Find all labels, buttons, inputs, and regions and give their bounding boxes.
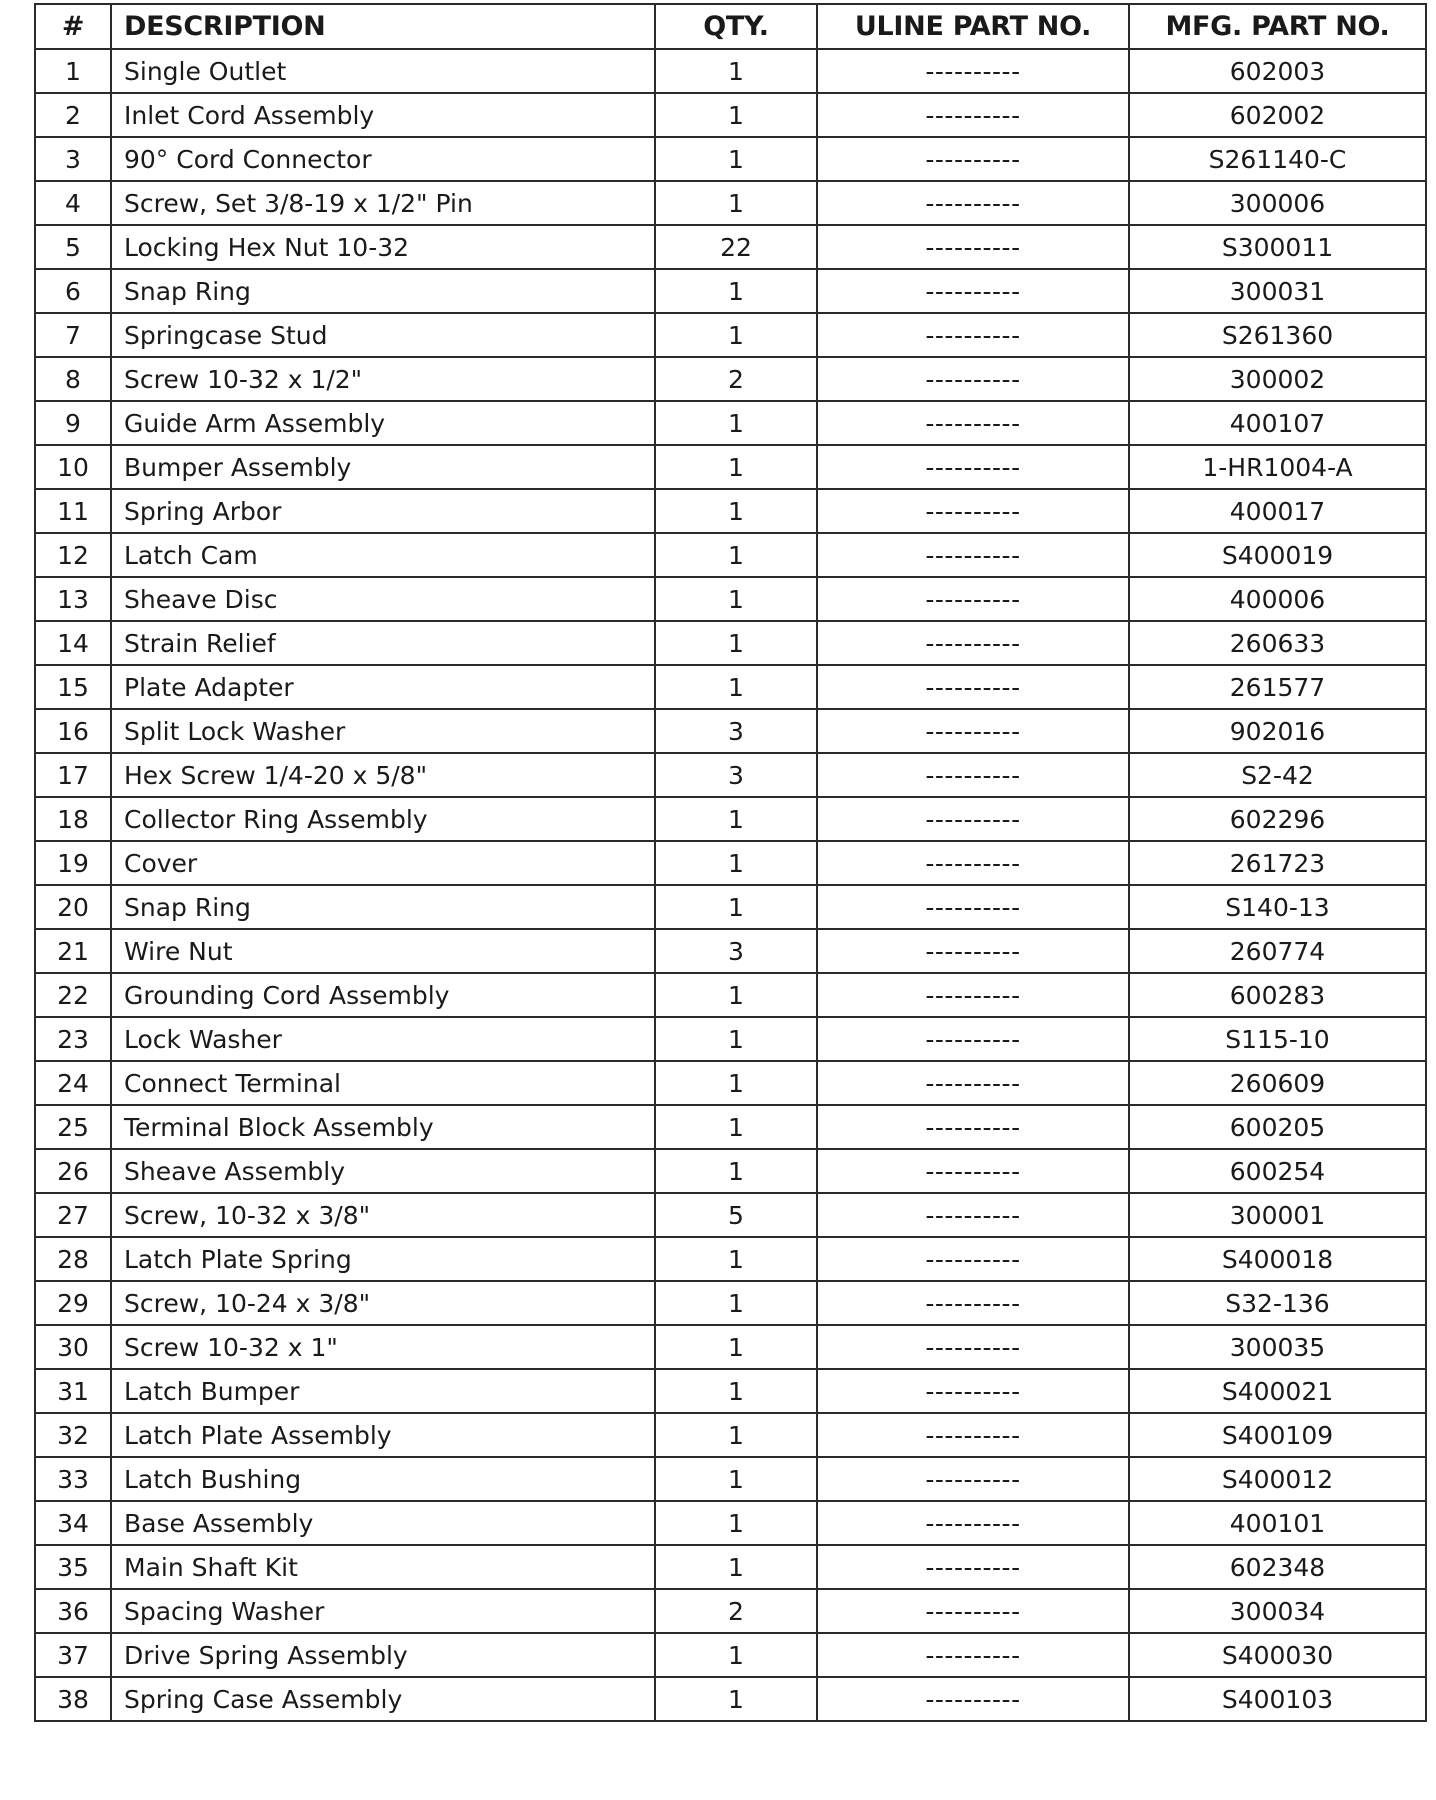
row-qty: 1 (655, 1149, 817, 1193)
row-description: Strain Relief (111, 621, 655, 665)
row-description: Collector Ring Assembly (111, 797, 655, 841)
row-uline-part: ---------- (817, 885, 1129, 929)
row-qty: 3 (655, 753, 817, 797)
row-number: 16 (35, 709, 111, 753)
row-uline-part: ---------- (817, 929, 1129, 973)
row-uline-part: ---------- (817, 1501, 1129, 1545)
row-mfg-part: S400109 (1129, 1413, 1426, 1457)
table-row (35, 841, 1426, 885)
row-number: 1 (35, 49, 111, 93)
row-uline-part: ---------- (817, 1193, 1129, 1237)
row-uline-part: ---------- (817, 401, 1129, 445)
row-qty: 1 (655, 49, 817, 93)
parts-table-body (35, 49, 1426, 1721)
table-row (35, 445, 1426, 489)
row-qty: 2 (655, 1589, 817, 1633)
row-description: Sheave Disc (111, 577, 655, 621)
row-uline-part: ---------- (817, 1281, 1129, 1325)
table-row (35, 1105, 1426, 1149)
row-number: 3 (35, 137, 111, 181)
row-qty: 1 (655, 1369, 817, 1413)
table-row (35, 1237, 1426, 1281)
row-qty: 1 (655, 1677, 817, 1721)
row-uline-part: ---------- (817, 1589, 1129, 1633)
row-description: Bumper Assembly (111, 445, 655, 489)
row-number: 6 (35, 269, 111, 313)
header-row (35, 4, 1426, 49)
row-description: Locking Hex Nut 10-32 (111, 225, 655, 269)
row-mfg-part: 602296 (1129, 797, 1426, 841)
row-number: 14 (35, 621, 111, 665)
row-mfg-part: 261577 (1129, 665, 1426, 709)
row-qty: 1 (655, 181, 817, 225)
row-qty: 3 (655, 709, 817, 753)
row-mfg-part: 400017 (1129, 489, 1426, 533)
row-qty: 1 (655, 269, 817, 313)
row-qty: 1 (655, 137, 817, 181)
row-description: Drive Spring Assembly (111, 1633, 655, 1677)
row-uline-part: ---------- (817, 621, 1129, 665)
row-uline-part: ---------- (817, 1413, 1129, 1457)
row-mfg-part: 602348 (1129, 1545, 1426, 1589)
row-number: 9 (35, 401, 111, 445)
row-description: Spring Case Assembly (111, 1677, 655, 1721)
row-mfg-part: 600283 (1129, 973, 1426, 1017)
row-mfg-part: S400021 (1129, 1369, 1426, 1413)
row-number: 2 (35, 93, 111, 137)
row-qty: 1 (655, 885, 817, 929)
table-row (35, 1281, 1426, 1325)
row-uline-part: ---------- (817, 137, 1129, 181)
row-number: 36 (35, 1589, 111, 1633)
row-mfg-part: 400006 (1129, 577, 1426, 621)
row-qty: 1 (655, 1633, 817, 1677)
table-row (35, 1589, 1426, 1633)
row-description: Grounding Cord Assembly (111, 973, 655, 1017)
row-mfg-part: S115-10 (1129, 1017, 1426, 1061)
row-mfg-part: 602002 (1129, 93, 1426, 137)
table-row (35, 1677, 1426, 1721)
row-qty: 1 (655, 533, 817, 577)
row-number: 25 (35, 1105, 111, 1149)
row-uline-part: ---------- (817, 1105, 1129, 1149)
row-number: 21 (35, 929, 111, 973)
table-row (35, 1369, 1426, 1413)
row-number: 22 (35, 973, 111, 1017)
table-row (35, 401, 1426, 445)
row-qty: 1 (655, 973, 817, 1017)
row-mfg-part: 400107 (1129, 401, 1426, 445)
row-number: 10 (35, 445, 111, 489)
row-uline-part: ---------- (817, 1149, 1129, 1193)
row-number: 19 (35, 841, 111, 885)
row-description: Springcase Stud (111, 313, 655, 357)
row-mfg-part: S32-136 (1129, 1281, 1426, 1325)
row-qty: 1 (655, 1413, 817, 1457)
row-mfg-part: 600205 (1129, 1105, 1426, 1149)
row-qty: 1 (655, 1325, 817, 1369)
row-uline-part: ---------- (817, 1545, 1129, 1589)
row-number: 20 (35, 885, 111, 929)
row-qty: 1 (655, 1105, 817, 1149)
row-uline-part: ---------- (817, 269, 1129, 313)
table-row (35, 93, 1426, 137)
row-uline-part: ---------- (817, 93, 1129, 137)
row-description: Spacing Washer (111, 1589, 655, 1633)
row-uline-part: ---------- (817, 49, 1129, 93)
table-row (35, 621, 1426, 665)
row-mfg-part: 260633 (1129, 621, 1426, 665)
row-mfg-part: S2-42 (1129, 753, 1426, 797)
row-qty: 1 (655, 313, 817, 357)
row-description: Split Lock Washer (111, 709, 655, 753)
row-description: Spring Arbor (111, 489, 655, 533)
row-mfg-part: S261140-C (1129, 137, 1426, 181)
row-qty: 1 (655, 841, 817, 885)
row-qty: 1 (655, 665, 817, 709)
row-qty: 1 (655, 93, 817, 137)
table-row (35, 1149, 1426, 1193)
table-row (35, 225, 1426, 269)
row-number: 29 (35, 1281, 111, 1325)
row-uline-part: ---------- (817, 1633, 1129, 1677)
row-number: 31 (35, 1369, 111, 1413)
row-description: Terminal Block Assembly (111, 1105, 655, 1149)
row-qty: 1 (655, 1501, 817, 1545)
table-row (35, 1545, 1426, 1589)
table-row (35, 49, 1426, 93)
row-description: Guide Arm Assembly (111, 401, 655, 445)
row-mfg-part: S300011 (1129, 225, 1426, 269)
row-uline-part: ---------- (817, 1369, 1129, 1413)
row-uline-part: ---------- (817, 1457, 1129, 1501)
row-uline-part: ---------- (817, 533, 1129, 577)
row-number: 7 (35, 313, 111, 357)
table-row (35, 181, 1426, 225)
row-qty: 1 (655, 1281, 817, 1325)
row-uline-part: ---------- (817, 1677, 1129, 1721)
row-uline-part: ---------- (817, 357, 1129, 401)
row-number: 12 (35, 533, 111, 577)
row-number: 33 (35, 1457, 111, 1501)
row-number: 8 (35, 357, 111, 401)
row-qty: 1 (655, 489, 817, 533)
row-uline-part: ---------- (817, 577, 1129, 621)
table-row (35, 1457, 1426, 1501)
table-row (35, 797, 1426, 841)
table-row (35, 489, 1426, 533)
row-mfg-part: 300034 (1129, 1589, 1426, 1633)
row-number: 37 (35, 1633, 111, 1677)
row-uline-part: ---------- (817, 1017, 1129, 1061)
row-uline-part: ---------- (817, 1325, 1129, 1369)
table-row (35, 1325, 1426, 1369)
table-row (35, 885, 1426, 929)
row-mfg-part: S400012 (1129, 1457, 1426, 1501)
row-qty: 1 (655, 797, 817, 841)
table-row (35, 665, 1426, 709)
row-number: 13 (35, 577, 111, 621)
row-qty: 1 (655, 621, 817, 665)
row-number: 38 (35, 1677, 111, 1721)
row-qty: 1 (655, 1457, 817, 1501)
table-row (35, 1017, 1426, 1061)
row-number: 17 (35, 753, 111, 797)
row-description: Latch Plate Assembly (111, 1413, 655, 1457)
row-description: Plate Adapter (111, 665, 655, 709)
row-number: 5 (35, 225, 111, 269)
row-description: 90° Cord Connector (111, 137, 655, 181)
table-row (35, 1061, 1426, 1105)
row-mfg-part: S400018 (1129, 1237, 1426, 1281)
row-mfg-part: 260774 (1129, 929, 1426, 973)
row-number: 28 (35, 1237, 111, 1281)
row-number: 34 (35, 1501, 111, 1545)
row-description: Wire Nut (111, 929, 655, 973)
row-description: Snap Ring (111, 269, 655, 313)
row-mfg-part: 300031 (1129, 269, 1426, 313)
row-mfg-part: S400019 (1129, 533, 1426, 577)
row-qty: 1 (655, 1017, 817, 1061)
row-mfg-part: 600254 (1129, 1149, 1426, 1193)
table-row (35, 357, 1426, 401)
row-mfg-part: 400101 (1129, 1501, 1426, 1545)
row-mfg-part: S400103 (1129, 1677, 1426, 1721)
row-mfg-part: 602003 (1129, 49, 1426, 93)
row-number: 27 (35, 1193, 111, 1237)
table-row (35, 929, 1426, 973)
row-uline-part: ---------- (817, 841, 1129, 885)
row-description: Cover (111, 841, 655, 885)
row-uline-part: ---------- (817, 181, 1129, 225)
table-row (35, 313, 1426, 357)
row-description: Latch Cam (111, 533, 655, 577)
row-uline-part: ---------- (817, 1061, 1129, 1105)
row-mfg-part: 902016 (1129, 709, 1426, 753)
row-description: Connect Terminal (111, 1061, 655, 1105)
row-qty: 1 (655, 1061, 817, 1105)
row-number: 26 (35, 1149, 111, 1193)
row-description: Latch Bumper (111, 1369, 655, 1413)
header-description: DESCRIPTION (111, 4, 655, 49)
row-description: Single Outlet (111, 49, 655, 93)
row-description: Lock Washer (111, 1017, 655, 1061)
table-row (35, 533, 1426, 577)
header-qty: QTY. (655, 4, 817, 49)
row-uline-part: ---------- (817, 489, 1129, 533)
row-mfg-part: 300002 (1129, 357, 1426, 401)
table-row (35, 577, 1426, 621)
table-row (35, 1193, 1426, 1237)
row-description: Latch Bushing (111, 1457, 655, 1501)
row-description: Screw, Set 3/8-19 x 1/2" Pin (111, 181, 655, 225)
row-uline-part: ---------- (817, 753, 1129, 797)
row-number: 32 (35, 1413, 111, 1457)
row-description: Sheave Assembly (111, 1149, 655, 1193)
row-description: Screw 10-32 x 1" (111, 1325, 655, 1369)
row-uline-part: ---------- (817, 445, 1129, 489)
parts-table (34, 3, 1427, 1722)
row-mfg-part: S261360 (1129, 313, 1426, 357)
row-description: Screw, 10-32 x 3/8" (111, 1193, 655, 1237)
row-description: Screw, 10-24 x 3/8" (111, 1281, 655, 1325)
row-description: Latch Plate Spring (111, 1237, 655, 1281)
row-description: Snap Ring (111, 885, 655, 929)
row-number: 11 (35, 489, 111, 533)
row-description: Hex Screw 1/4-20 x 5/8" (111, 753, 655, 797)
row-mfg-part: 300035 (1129, 1325, 1426, 1369)
row-description: Main Shaft Kit (111, 1545, 655, 1589)
row-number: 18 (35, 797, 111, 841)
row-qty: 2 (655, 357, 817, 401)
row-mfg-part: 1-HR1004-A (1129, 445, 1426, 489)
table-row (35, 973, 1426, 1017)
table-row (35, 1501, 1426, 1545)
row-mfg-part: 261723 (1129, 841, 1426, 885)
row-uline-part: ---------- (817, 973, 1129, 1017)
table-row (35, 1413, 1426, 1457)
row-number: 15 (35, 665, 111, 709)
row-qty: 22 (655, 225, 817, 269)
row-description: Inlet Cord Assembly (111, 93, 655, 137)
row-number: 4 (35, 181, 111, 225)
row-uline-part: ---------- (817, 225, 1129, 269)
row-number: 30 (35, 1325, 111, 1369)
row-mfg-part: 300001 (1129, 1193, 1426, 1237)
row-mfg-part: S400030 (1129, 1633, 1426, 1677)
row-uline-part: ---------- (817, 1237, 1129, 1281)
row-qty: 1 (655, 401, 817, 445)
row-number: 35 (35, 1545, 111, 1589)
row-uline-part: ---------- (817, 797, 1129, 841)
header-mfg-part: MFG. PART NO. (1129, 4, 1426, 49)
row-description: Base Assembly (111, 1501, 655, 1545)
row-mfg-part: 260609 (1129, 1061, 1426, 1105)
row-number: 24 (35, 1061, 111, 1105)
row-qty: 1 (655, 1545, 817, 1589)
row-description: Screw 10-32 x 1/2" (111, 357, 655, 401)
row-qty: 5 (655, 1193, 817, 1237)
row-mfg-part: S140-13 (1129, 885, 1426, 929)
row-qty: 1 (655, 577, 817, 621)
header-num: # (35, 4, 111, 49)
table-row (35, 709, 1426, 753)
row-qty: 1 (655, 1237, 817, 1281)
row-qty: 1 (655, 445, 817, 489)
row-mfg-part: 300006 (1129, 181, 1426, 225)
header-uline-part: ULINE PART NO. (817, 4, 1129, 49)
table-row (35, 753, 1426, 797)
table-row (35, 269, 1426, 313)
table-row (35, 137, 1426, 181)
row-number: 23 (35, 1017, 111, 1061)
row-uline-part: ---------- (817, 709, 1129, 753)
row-qty: 3 (655, 929, 817, 973)
row-uline-part: ---------- (817, 313, 1129, 357)
row-uline-part: ---------- (817, 665, 1129, 709)
table-row (35, 1633, 1426, 1677)
